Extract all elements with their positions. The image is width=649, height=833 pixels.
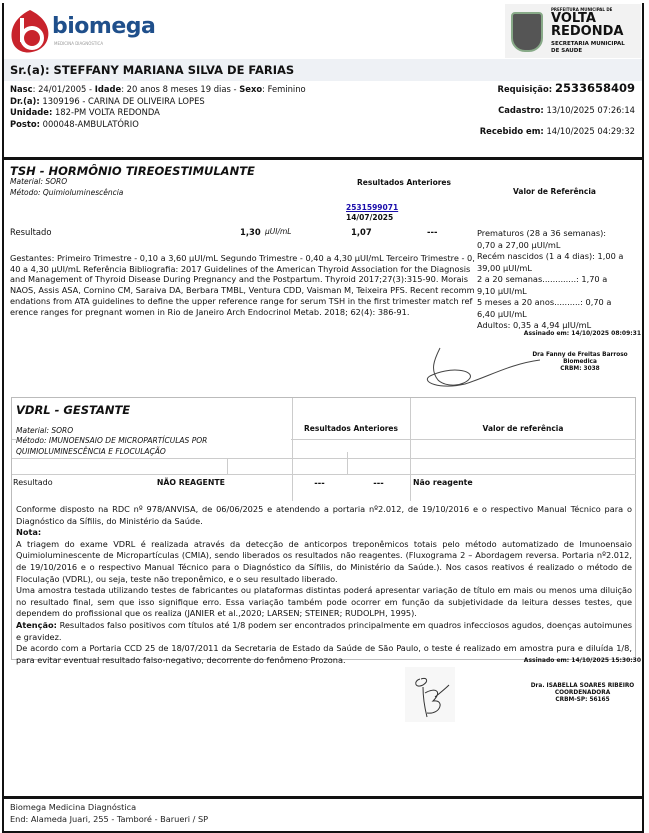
signature-image [405,667,455,722]
tsh-signer: Dra Fanny de Freitas Barroso Biomedica CRBM: 3038 [532,352,628,372]
vdrl-signer: Dra. ISABELLA SOARES RIBEIRO COORDENADORA CRBM-SP: 56165 [530,683,635,703]
patient-name-bar [4,59,642,81]
tsh-note: Gestantes: Primeiro Trimestre - 0,10 a 3,60 µUI/mL Segundo Trimestre - 0,40 a 4,30 µUI/mL Terceiro Trimestre - 0,40 a 4,30 µUI/mL Referência Bibliografia: 2017 Guidelines of the American Thyroid Association for the Diagnosis and Management of Thyroid Disease During Pregnancy and the Postpartum. Thyroid 2017;27(3):315-90. Morais NAOS, Assis ASA, Cornino CM, Saraiva DA, Berbara TMBL, Ventura CDD, Vaisman M, Teixeira PFS. Recent recommendations from ATA guidelines to define the upper reference range for serum TSH in the first trimester match reference ranges for pregnant women in Rio de Janeiro Arch Endocrinol Metab. 2018; 62(4): 386-91. [10,253,475,317]
patient-info: Nasc: 24/01/2005 - Idade: 20 anos 8 meses 19 dias - Sexo: Feminino Dr.(a): 1309196 - CARINA DE OLIVEIRA LOPES Unidade: 182-PM VOLTA REDONDA Posto: 000048-AMBULATÓRIO [10,84,306,129]
partner-logo: PREFEITURA MUNICIPAL DE VOLTA REDONDA SECRETARIA MUNICIPAL DE SAUDE [505,4,641,58]
tsh-value: 1,30 [240,227,261,237]
divider [2,157,644,160]
tsh-reference: Prematuros (28 a 36 semanas): 0,70 a 27,00 µUI/mL Recém nascidos (1 a 4 dias): 1,00 a 39,00 µUI/mL 2 a 20 semanas.............: 1,70 a 9,10 µUI/mL 5 meses a 20 anos..........: 0,70 a 6,40 µUI/mL Adultos: 0,35 a 4,94 µIU/mL [477,228,624,330]
requisition: Requisição: 2533658409 [497,81,635,95]
recebido: Recebido em: 14/10/2025 04:29:32 [479,126,635,136]
vdrl-section: VDRL - GESTANTE Material: SORO Método: IMUNOENSAIO DE MICROPARTÍCULAS POR QUIMIOLUMINESCÊNCIA E FLOCULAÇÃO Resultados Anteriores Valor de referência Resultado NÃO REAGENTE --- --- Não reagente Conforme disposto na RDC nº 978/ANVISA, de 06/06/2025 e atendendo a portaria nº2.012, de 19/10/2016 e o respectivo Manual Técnico para o Diagnóstico da Sífilis, do Ministério da Saúde. Nota: A triagem do exame VDRL é realizada através da detecção de anticorpos treponêmicos totais pelo método automatizado de Imunoensaio Quimioluminescente de Micropartículas (CMIA), sendo liberados os resultados não reagentes. (Fluxograma 2 – Abordagem reversa. Portaria nº2.012, de 19/10/2016 e o respectivo Manual Técnico para o Diagnóstico da Sífilis, do Ministério da Saúde.). Nos casos reativos é realizado o método de Floculação (VDRL), ou seja, teste não treponêmico, e o seu resultado liberado. Uma amostra testada utilizando testes de fabricantes ou plataformas distintas poderá apresentar variação de título em mais ou menos uma diluição no resultado final, sem que isso signifique erro. Essa variação também pode ocorrer em função da subjetividade da leitura desses testes, que dependem do profissional que os realiza (JANIER et al.,2020; LARSEN; STEINER; RUDOLPH, 1995). Atenção: Resultados falso positivos com títulos até 1/8 podem ser encontrados principalmente em quadros infecciosos agudos, doenças autoimunes e gravidez. De acordo com a Portaria CCD 25 de 18/07/2011 da Secretaria de Estado da Saúde de São Paulo, o teste é realizado em amostra pura e diluída 1/8, para evitar eventual resultado falso-negativo, decorrente do fenômeno Prozona. [11,397,636,660]
biomega-logo: biomega MEDICINA DIAGNÓSTICA [8,8,148,54]
tsh-title: TSH - HORMÔNIO TIREOESTIMULANTE [10,164,255,178]
vdrl-value: NÃO REAGENTE [156,478,225,487]
previous-result-link[interactable]: 2531599071 [346,203,399,212]
vdrl-title: VDRL - GESTANTE [16,403,131,417]
patient-name: Sr.(a): STEFFANY MARIANA SILVA DE FARIAS [10,63,295,77]
footer: Biomega Medicina Diagnóstica End: Alameda Juari, 255 - Tamboré - Barueri / SP [10,802,209,824]
cadastro: Cadastro: 13/10/2025 07:26:14 [498,105,635,115]
footer-divider [2,796,644,799]
vdrl-notes: Conforme disposto na RDC nº 978/ANVISA, de 06/06/2025 e atendendo a portaria nº2.012, de 19/10/2016 e o respectivo Manual Técnico para o Diagnóstico da Sífilis, do Ministério da Saúde. Nota: A triagem do exame VDRL é realizada através da detecção de anticorpos treponêmicos totais pelo método automatizado de Imunoensaio Quimioluminescente de Micropartículas (CMIA), sendo liberados os resultados não reagentes. (Fluxograma 2 – Abordagem reversa. Portaria nº2.012, de 19/10/2016 e o respectivo Manual Técnico para o Diagnóstico da Sífilis, do Ministério da Saúde.). Nos casos reativos é realizado o método de Floculação (VDRL), ou seja, teste não treponêmico, e o seu resultado liberado. Uma amostra testada utilizando testes de fabricantes ou plataformas distintas poderá apresentar variação de título em mais ou menos uma diluição no resultado final, sem que isso signifique erro. Essa variação também pode ocorrer em função da subjetividade da leitura desses testes, que dependem do profissional que os realiza (JANIER et al.,2020; LARSEN; STEINER; RUDOLPH, 1995). Atenção: Resultados falso positivos com títulos até 1/8 podem ser encontrados principalmente em quadros infecciosos agudos, doenças autoimunes e gravidez. De acordo com a Portaria CCD 25 de 18/07/2011 da Secretaria de Estado da Saúde de São Paulo, o teste é realizado em amostra pura e diluída 1/8, para evitar eventual resultado falso-negativo, decorrente do fenômeno Prozona. [16,504,632,665]
city-crest-icon [511,12,543,52]
